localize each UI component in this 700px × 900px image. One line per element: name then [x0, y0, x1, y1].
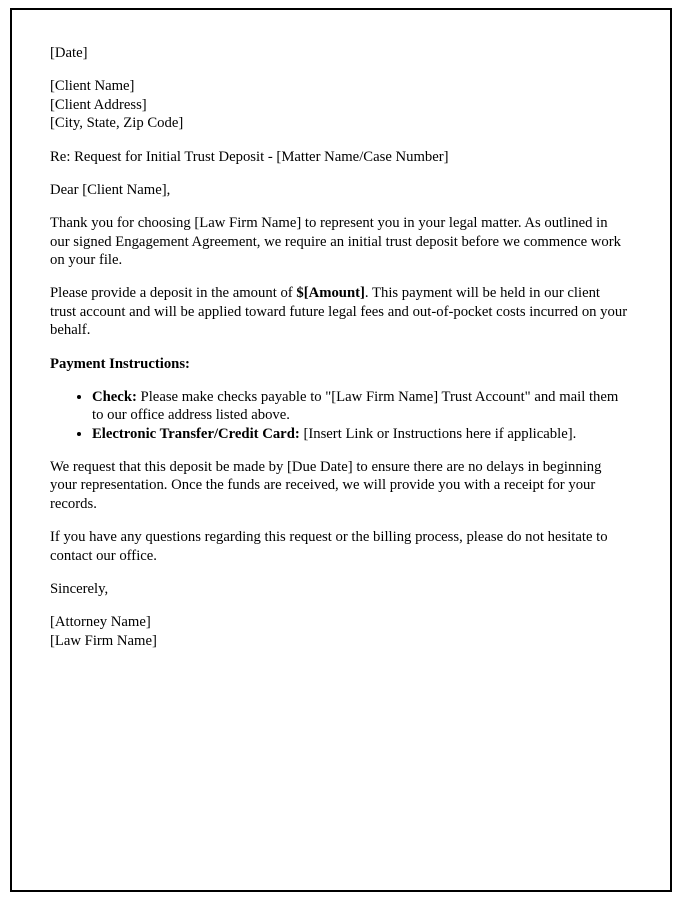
signature-block — [50, 613, 628, 650]
deposit-text-prefix: Please provide a deposit in the amount of — [50, 285, 297, 302]
payment-options-list — [50, 388, 628, 443]
electronic-option-text: [Insert Link or Instructions here if applicable]. — [299, 425, 577, 442]
salutation: Dear [Client Name], — [50, 181, 171, 198]
law-firm-name-line: [Law Firm Name] — [50, 632, 157, 649]
electronic-option-label: Electronic Transfer/Credit Card: — [92, 425, 300, 442]
closing: Sincerely, — [50, 580, 109, 597]
check-option-label: Check: — [92, 388, 137, 405]
client-name-line: [Client Name] — [50, 78, 135, 95]
deposit-text-suffix: . This payment will be held in our client trust account and will be applied toward future legal fees and out-of-pocket costs incurred on your behalf. — [50, 285, 628, 339]
amount-placeholder: $[Amount] — [296, 285, 365, 302]
re-subject-line: Re: Request for Initial Trust Deposit - [Matter Name/Case Number] — [50, 148, 449, 165]
paragraph-deposit — [50, 284, 628, 339]
letter-content — [12, 10, 670, 650]
list-item-check — [92, 388, 628, 425]
attorney-name-line: [Attorney Name] — [50, 614, 151, 631]
date-line: [Date] — [50, 45, 88, 61]
paragraph-questions: If you have any questions regarding this request or the billing process, please do not hesitate to contact our office. — [50, 529, 608, 564]
letter-page — [10, 8, 672, 892]
client-city-state-zip-line: [City, State, Zip Code] — [50, 115, 184, 132]
client-address-line: [Client Address] — [50, 96, 147, 113]
paragraph-intro: Thank you for choosing [Law Firm Name] to represent you in your legal matter. As outlined in our signed Engagement Agreement, we require an initial trust deposit before we commence work on your file. — [50, 215, 621, 268]
client-address-block — [50, 77, 628, 132]
list-item-electronic-transfer — [92, 425, 628, 443]
paragraph-due-date: We request that this deposit be made by [Due Date] to ensure there are no delays in beginning your representation. Once the funds are received, we will provide you with a receipt for your records. — [50, 459, 602, 512]
check-option-text: Please make checks payable to "[Law Firm Name] Trust Account" and mail them to our office address listed above. — [92, 388, 619, 424]
payment-instructions-heading: Payment Instructions: — [50, 355, 190, 372]
